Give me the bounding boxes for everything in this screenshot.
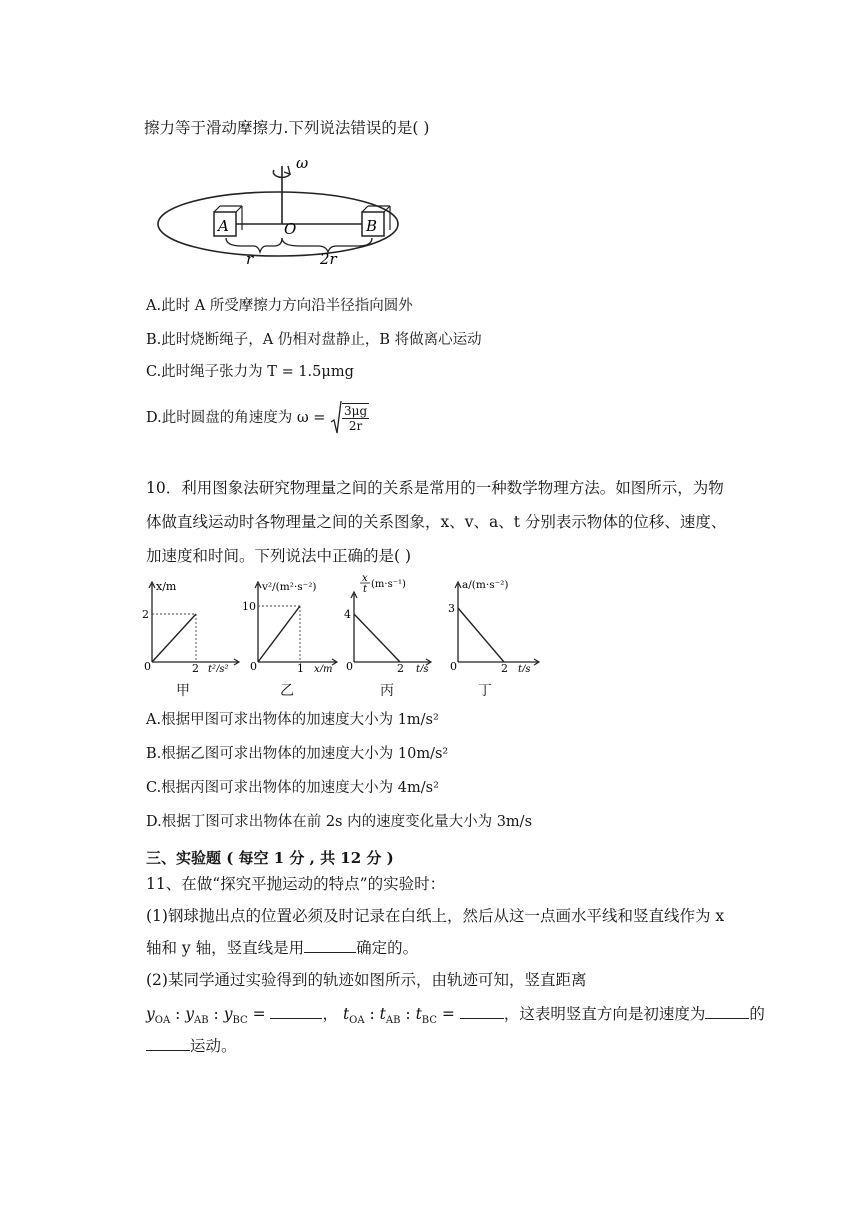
equals: = xyxy=(436,1005,460,1023)
q11-part1-text-b: 确定的。 xyxy=(356,939,419,957)
q11-part2-line3 xyxy=(146,1036,237,1056)
colon: : xyxy=(170,1005,186,1023)
q10-line-3: 加速度和时间。下列说法中正确的是( ) xyxy=(146,547,412,565)
q9-d-numerator: 3μg xyxy=(344,404,368,418)
bing-ylabel-den: t xyxy=(363,584,368,595)
block-b-label: B xyxy=(366,217,378,235)
r-label: r xyxy=(246,250,254,268)
q9-option-a: A.此时 A 所受摩擦力方向沿半径指向圆外 xyxy=(146,298,413,314)
graph-yi xyxy=(240,576,340,672)
q11-part2-tail1: ，这表明竖直方向是初速度为 xyxy=(503,1005,706,1023)
answer-blank-1[interactable] xyxy=(304,938,356,953)
q10-line-2: 体做直线运动时各物理量之间的关系图象，x、v、a、t 分别表示物体的位移、速度、 xyxy=(146,513,727,531)
q9-option-c: C.此时绳子张力为 T = 1.5μmg xyxy=(146,364,354,380)
ding-origin: 0 xyxy=(450,660,457,672)
yi-xtick: 1 xyxy=(297,662,304,672)
q9-d-denominator: 2r xyxy=(348,419,363,433)
q9-disk-figure xyxy=(150,152,400,270)
answer-blank-5[interactable] xyxy=(146,1036,190,1051)
omega-label: ω xyxy=(296,154,309,172)
sub-ab: AB xyxy=(385,1015,401,1027)
sqrt-expression xyxy=(330,398,369,438)
y-symbol: y xyxy=(146,1005,155,1023)
q9-stem-tail: 擦力等于滑动摩擦力.下列说法错误的是( ) xyxy=(144,119,430,137)
section-3-title: 三、实验题 ( 每空 1 分 , 共 12 分 ) xyxy=(146,849,394,867)
graph-bing xyxy=(340,572,440,672)
ding-xlabel: t/s xyxy=(518,664,531,672)
bing-xlabel: t/s xyxy=(416,664,429,672)
q11-stem: 11、在做“探究平抛运动的特点”的实验时： xyxy=(146,875,446,893)
y-symbol: y xyxy=(223,1005,233,1023)
sub-ab: AB xyxy=(194,1015,209,1027)
colon: : xyxy=(400,1005,416,1023)
sub-oa: OA xyxy=(349,1015,365,1027)
q9-option-b: B.此时烧断绳子，A 仍相对盘静止，B 将做离心运动 xyxy=(146,332,482,348)
answer-blank-3[interactable] xyxy=(460,1004,504,1019)
yi-xlabel: x/m xyxy=(314,664,333,672)
sub-bc: BC xyxy=(232,1015,248,1027)
graph-ding xyxy=(446,574,546,672)
q11-part2-line2 xyxy=(146,1004,765,1031)
q11-part1-line2 xyxy=(146,938,418,958)
bing-ylabel-unit: (m·s⁻¹) xyxy=(371,579,406,590)
bing-ytick: 4 xyxy=(344,608,351,621)
q9-option-d xyxy=(146,398,369,438)
q10-line-1: 10．利用图象法研究物理量之间的关系是常用的一种数学物理方法。如图所示，为物 xyxy=(146,479,724,497)
jia-xlabel: t²/s² xyxy=(208,664,229,672)
bing-ylabel-num: x xyxy=(362,573,368,584)
yi-origin: 0 xyxy=(250,660,257,672)
sub-bc: BC xyxy=(421,1015,437,1027)
jia-xtick: 2 xyxy=(192,662,199,672)
ding-ylabel: a/(m·s⁻²) xyxy=(462,579,509,591)
q11-part2-line1: (2)某同学通过实验得到的轨迹如图所示，由轨迹可知，竖直距离 xyxy=(146,971,587,989)
jia-caption: 甲 xyxy=(176,683,190,699)
q10-option-d: D.根据丁图可求出物体在前 2s 内的速度变化量大小为 3m/s xyxy=(146,814,533,830)
center-o-label: O xyxy=(284,220,297,238)
yi-ytick: 10 xyxy=(242,600,256,613)
y-symbol: y xyxy=(185,1005,195,1023)
ding-xtick: 2 xyxy=(501,662,508,672)
t-symbol: t xyxy=(415,1005,422,1023)
q10-option-a: A.根据甲图可求出物体的加速度大小为 1m/s² xyxy=(146,712,439,728)
q11-part1-line1: (1)钢球抛出点的位置必须及时记录在白纸上，然后从这一点画水平线和竖直线作为 x xyxy=(146,907,725,925)
t-symbol: t xyxy=(342,1005,350,1023)
colon: : xyxy=(208,1005,224,1023)
colon: : xyxy=(364,1005,380,1023)
sqrt-icon xyxy=(330,400,342,436)
yi-caption: 乙 xyxy=(280,683,294,699)
bing-caption: 丙 xyxy=(380,683,394,699)
graph-jia xyxy=(138,576,242,672)
q11-part2-tail2: 的 xyxy=(749,1005,765,1023)
sub-oa: OA xyxy=(154,1015,171,1027)
q11-part2-line3-text: 运动。 xyxy=(190,1037,237,1055)
jia-origin: 0 xyxy=(144,660,151,672)
q9-option-d-prefix: D.此时圆盘的角速度为 ω = xyxy=(146,410,326,426)
bing-origin: 0 xyxy=(346,660,353,672)
t-symbol: t xyxy=(379,1005,386,1023)
q10-option-c: C.根据丙图可求出物体的加速度大小为 4m/s² xyxy=(146,780,439,796)
jia-ytick: 2 xyxy=(142,608,149,621)
bing-xtick: 2 xyxy=(397,662,404,672)
ding-caption: 丁 xyxy=(478,683,492,699)
answer-blank-2[interactable] xyxy=(270,1004,322,1019)
answer-blank-4[interactable] xyxy=(705,1004,749,1019)
equals: = xyxy=(247,1005,271,1023)
2r-label: 2r xyxy=(320,250,337,268)
ding-ytick: 3 xyxy=(448,602,455,615)
separator: ， xyxy=(322,1005,338,1023)
q10-option-b: B.根据乙图可求出物体的加速度大小为 10m/s² xyxy=(146,746,449,762)
q11-part1-text-a: 轴和 y 轴，竖直线是用 xyxy=(146,939,305,957)
jia-ylabel: x/m xyxy=(156,580,177,593)
yi-ylabel: v²/(m²·s⁻²) xyxy=(262,581,317,593)
block-a-label: A xyxy=(218,217,229,235)
